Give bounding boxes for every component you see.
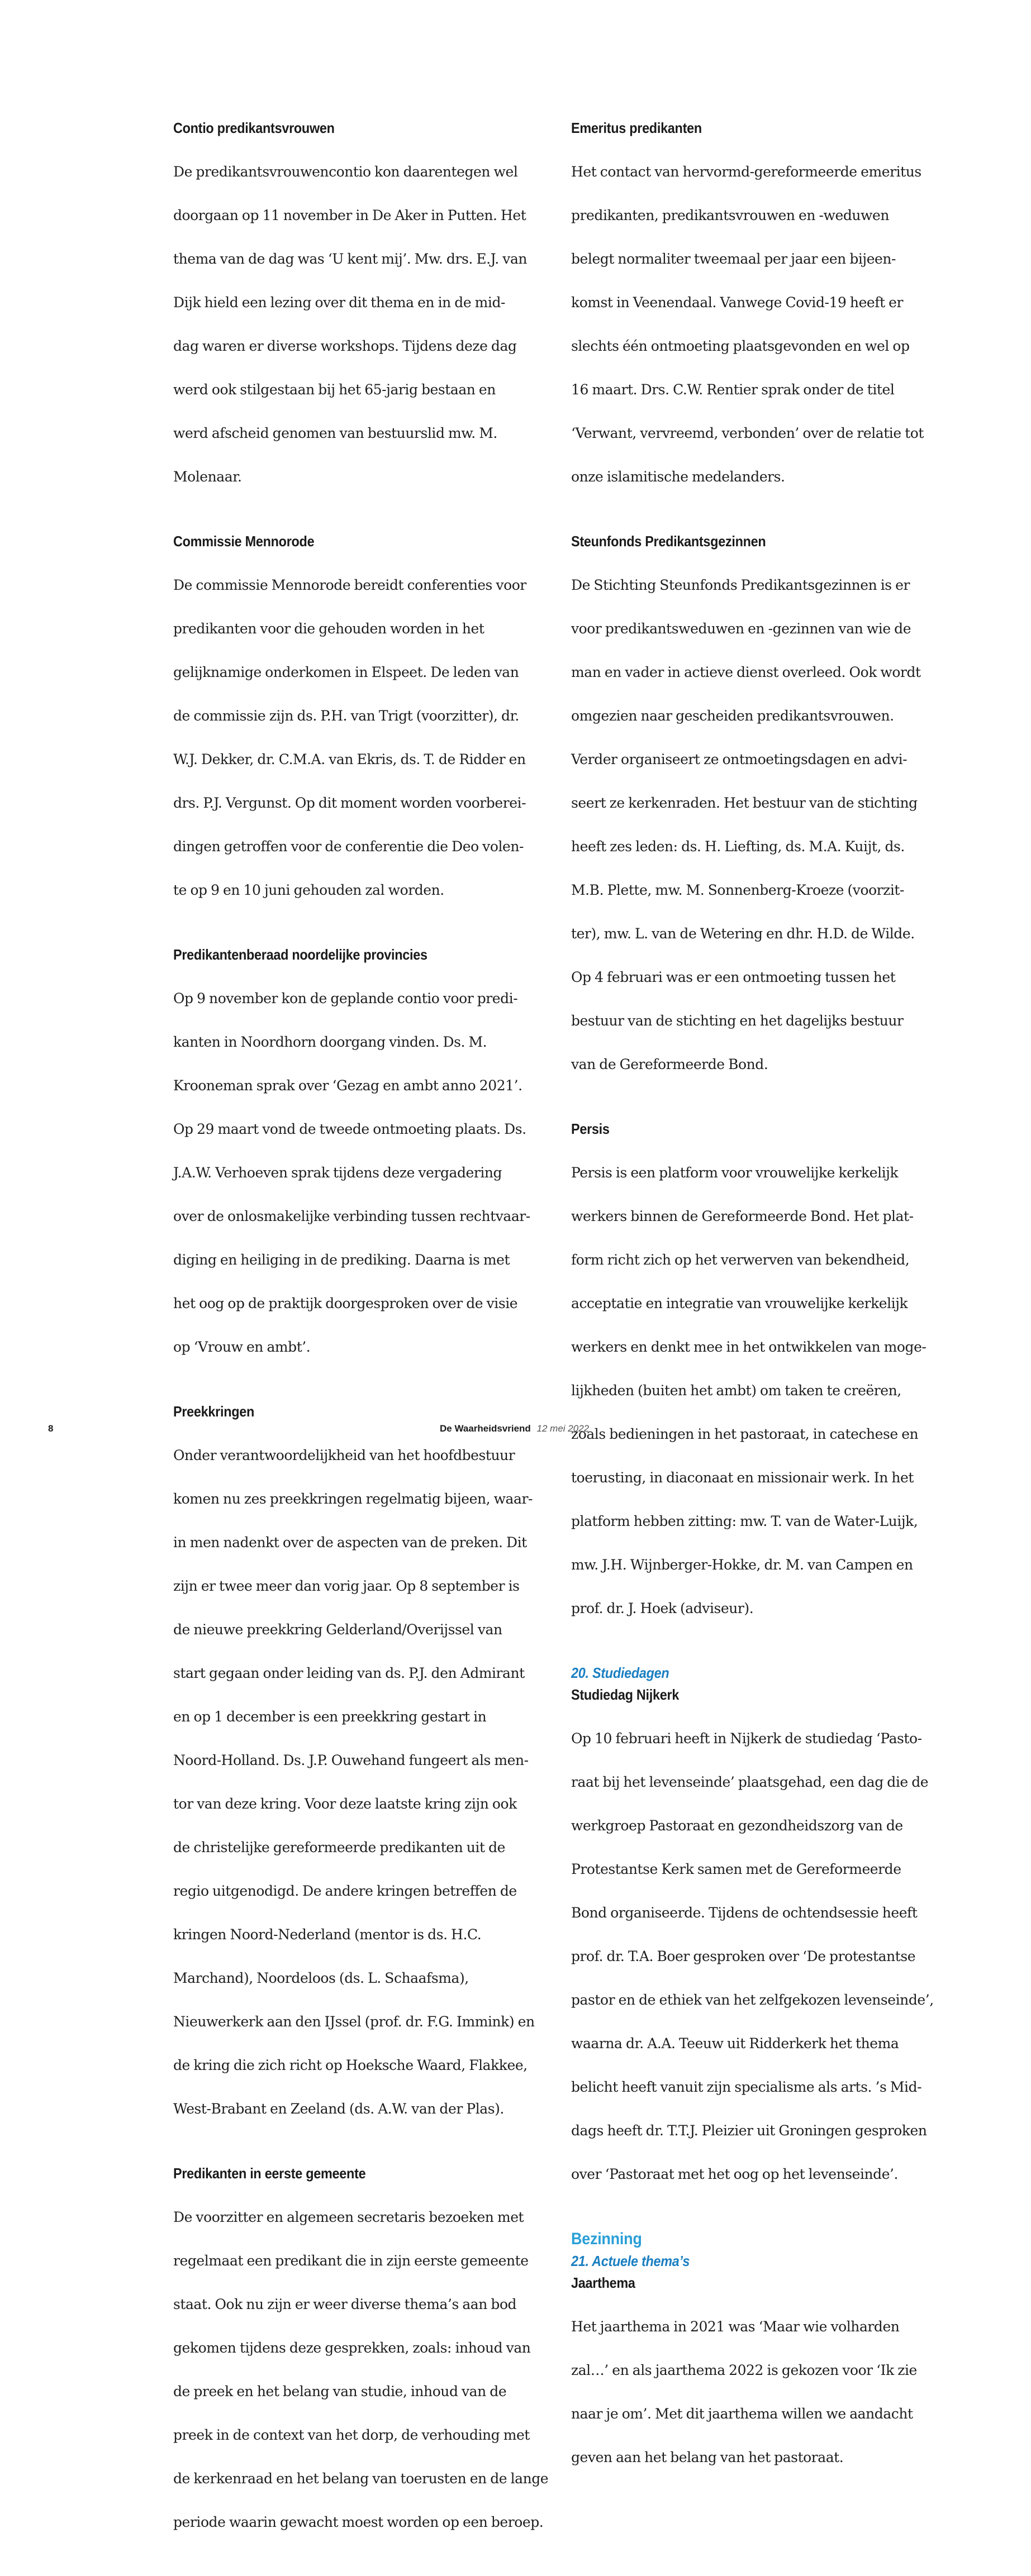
body-line: kringen Noord-Nederland (mentor is ds. H.C. xyxy=(173,1926,482,1943)
body-line: naar je om’. Met dit jaarthema willen we aandacht xyxy=(571,2406,913,2422)
body-line: Molenaar. xyxy=(173,469,242,485)
section-studiedagen xyxy=(571,1662,947,2207)
body-line: Het jaarthema in 2021 was ‘Maar wie volharden xyxy=(571,2319,900,2335)
body-line: Het contact van hervormd-gereformeerde emeritus xyxy=(571,164,921,180)
body-line: periode waarin gewacht moest worden op een beroep. xyxy=(173,2514,544,2530)
body-line: prof. dr. T.A. Boer gesproken over ‘De protestantse xyxy=(571,1948,916,1964)
body-line: in men nadenkt over de aspecten van de preken. Dit xyxy=(173,1534,527,1551)
body-line: geven aan het belang van het pastoraat. xyxy=(571,2449,844,2465)
section-body xyxy=(571,552,947,1097)
body-line: Dijk hield een lezing over dit thema en in de mid- xyxy=(173,294,506,311)
body-line: te op 9 en 10 juni gehouden zal worden. xyxy=(173,882,444,898)
right-column xyxy=(571,117,947,2511)
body-line: thema van de dag was ‘U kent mij’. Mw. drs. E.J. van xyxy=(173,251,528,267)
body-line: M.B. Plette, mw. M. Sonnenberg-Kroeze (voorzit- xyxy=(571,882,905,898)
body-line: de christelijke gereformeerde predikanten uit de xyxy=(173,1839,505,1855)
body-line: dags heeft dr. T.T.J. Pleizier uit Groningen gesproken xyxy=(571,2122,927,2139)
publication-title: De Waarheidsvriend xyxy=(440,1423,531,1434)
body-line: West-Brabant en Zeeland (ds. A.W. van der Plas). xyxy=(173,2101,504,2117)
publication-date: 12 mei 2022 xyxy=(536,1423,590,1434)
section-heading: Predikanten in eerste gemeente xyxy=(173,2165,366,2182)
body-line: Bond organiseerde. Tijdens de ochtendsessie heeft xyxy=(571,1905,918,1921)
body-line: gelijknamige onderkomen in Elspeet. De leden van xyxy=(173,664,519,680)
body-line: pastor en de ethiek van het zelfgekozen levenseinde’, xyxy=(571,1992,934,2008)
body-line: dag waren er diverse workshops. Tijdens deze dag xyxy=(173,338,517,354)
numbered-heading: 21. Actuele thema’s xyxy=(571,2253,690,2269)
body-line: de kerkenraad en het belang van toerusten en de lange xyxy=(173,2470,549,2487)
body-line: Krooneman sprak over ‘Gezag en ambt anno 2021’. xyxy=(173,1077,522,1094)
section-heading: Jaarthema xyxy=(571,2274,635,2291)
body-line: komst in Veenendaal. Vanwege Covid-19 heeft er xyxy=(571,294,904,311)
section-body xyxy=(173,139,549,509)
body-line: kanten in Noordhorn doorgang vinden. Ds. M. xyxy=(173,1034,487,1050)
section-steunfonds xyxy=(571,531,947,1097)
left-column xyxy=(173,117,549,2576)
body-line: de kring die zich richt op Hoeksche Waard, Flakkee, xyxy=(173,2057,528,2073)
body-line: onze islamitische medelanders. xyxy=(571,469,785,485)
body-line: belicht heeft vanuit zijn specialisme als arts. ’s Mid- xyxy=(571,2079,922,2095)
body-line: op ‘Vrouw en ambt’. xyxy=(173,1339,311,1355)
body-line: staat. Ook nu zijn er weer diverse thema’s aan bod xyxy=(173,2296,517,2312)
body-line: dingen getroffen voor de conferentie die Deo volen- xyxy=(173,838,524,855)
page-number: 8 xyxy=(48,1423,54,1434)
section-body xyxy=(571,2294,947,2490)
body-line: het oog op de praktijk doorgesproken over de visie xyxy=(173,1295,518,1311)
body-line: Persis is een platform voor vrouwelijke kerkelijk xyxy=(571,1165,899,1181)
section-body xyxy=(173,966,549,1380)
body-line: bestuur van de stichting en het dagelijks bestuur xyxy=(571,1013,904,1029)
body-line: predikanten, predikantsvrouwen en -weduwen xyxy=(571,207,889,223)
body-line: over ‘Pastoraat met het oog op het levenseinde’. xyxy=(571,2166,899,2182)
body-line: Noord-Holland. Ds. J.P. Ouwehand fungeert als men- xyxy=(173,1752,529,1768)
page-footer xyxy=(0,1423,1031,1440)
body-line: slechts één ontmoeting plaatsgevonden en wel op xyxy=(571,338,910,354)
body-line: drs. P.J. Vergunst. Op dit moment worden voorberei- xyxy=(173,795,526,811)
section-heading: Contio predikantsvrouwen xyxy=(173,120,335,136)
section-emeritus-predikanten xyxy=(571,117,947,509)
body-line: de preek en het belang van studie, inhoud van de xyxy=(173,2383,507,2400)
body-line: raat bij het levenseinde’ plaatsgehad, een dag die de xyxy=(571,1774,929,1790)
body-line: platform hebben zitting: mw. T. van de Water-Luijk, xyxy=(571,1513,918,1529)
body-line: werkers binnen de Gereformeerde Bond. Het plat- xyxy=(571,1208,914,1224)
body-line: mw. J.H. Wijnberger-Hokke, dr. M. van Campen en xyxy=(571,1557,913,1573)
body-line: werkers en denkt mee in het ontwikkelen van moge- xyxy=(571,1339,927,1355)
body-line: W.J. Dekker, dr. C.M.A. van Ekris, ds. T. de Ridder en xyxy=(173,751,526,767)
section-body xyxy=(571,1706,947,2207)
section-heading: Studiedag Nijkerk xyxy=(571,1686,680,1703)
body-line: start gegaan onder leiding van ds. P.J. den Admirant xyxy=(173,1665,525,1681)
body-line: zijn er twee meer dan vorig jaar. Op 8 september is xyxy=(173,1578,520,1594)
body-line: lijkheden (buiten het ambt) om taken te creëren, xyxy=(571,1382,901,1399)
body-line: gekomen tijdens deze gesprekken, zoals: inhoud van xyxy=(173,2340,531,2356)
section-heading: Commissie Mennorode xyxy=(173,533,315,550)
section-heading: Steunfonds Predikantsgezinnen xyxy=(571,533,766,550)
body-line: omgezien naar gescheiden predikantsvrouwen. xyxy=(571,708,894,724)
body-line: De voorzitter en algemeen secretaris bezoeken met xyxy=(173,2209,524,2225)
body-line: preek in de context van het dorp, de verhouding met xyxy=(173,2427,530,2443)
section-predikanten-eerste-gemeente xyxy=(173,2163,549,2555)
body-line: werd afscheid genomen van bestuurslid mw. M. xyxy=(173,425,497,441)
body-line: Onder verantwoordelijkheid van het hoofdbestuur xyxy=(173,1447,515,1463)
body-line: 16 maart. Drs. C.W. Rentier sprak onder de titel xyxy=(571,381,895,398)
body-line: komen nu zes preekkringen regelmatig bijeen, waar- xyxy=(173,1491,533,1507)
body-line: zal…’ en als jaarthema 2022 is gekozen voor ‘Ik zie xyxy=(571,2362,917,2378)
section-bezinning xyxy=(571,2228,947,2490)
numbered-heading: 20. Studiedagen xyxy=(571,1664,669,1681)
body-line: de commissie zijn ds. P.H. van Trigt (voorzitter), dr. xyxy=(173,708,519,724)
body-line: waarna dr. A.A. Teeuw uit Ridderkerk het thema xyxy=(571,2035,899,2052)
body-line: J.A.W. Verhoeven sprak tijdens deze vergadering xyxy=(173,1165,502,1181)
body-line: ‘Verwant, vervreemd, verbonden’ over de relatie tot xyxy=(571,425,924,441)
body-line: werd ook stilgestaan bij het 65-jarig bestaan en xyxy=(173,381,496,398)
body-line: belegt normaliter tweemaal per jaar een bijeen- xyxy=(571,251,896,267)
body-line: diging en heiliging in de prediking. Daarna is met xyxy=(173,1252,510,1268)
body-line: predikanten voor die gehouden worden in het xyxy=(173,621,484,637)
category-heading: Bezinning xyxy=(571,2230,642,2248)
body-line: en op 1 december is een preekkring gestart in xyxy=(173,1709,487,1725)
body-line: De predikantsvrouwencontio kon daarentegen wel xyxy=(173,164,518,180)
section-commissie-mennorode xyxy=(173,531,549,923)
section-contio-predikantsvrouwen xyxy=(173,117,549,509)
section-body xyxy=(173,2184,549,2555)
body-line: Marchand), Noordeloos (ds. L. Schaafsma), xyxy=(173,1970,469,1986)
body-line: Op 10 februari heeft in Nijkerk de studiedag ‘Pasto- xyxy=(571,1730,922,1747)
body-line: zoals bedieningen in het pastoraat, in catechese en xyxy=(571,1426,919,1442)
body-line: De Stichting Steunfonds Predikantsgezinnen is er xyxy=(571,577,910,593)
body-line: Op 4 februari was er een ontmoeting tussen het xyxy=(571,969,896,985)
body-line: prof. dr. J. Hoek (adviseur). xyxy=(571,1600,754,1616)
footer-publication xyxy=(440,1423,589,1434)
body-line: Nieuwerkerk aan den IJssel (prof. dr. F.G. Immink) en xyxy=(173,2014,535,2030)
section-preekkringen xyxy=(173,1401,549,2141)
body-line: Verder organiseert ze ontmoetingsdagen en advi- xyxy=(571,751,908,767)
body-line: seert ze kerkenraden. Het bestuur van de stichting xyxy=(571,795,918,811)
section-body xyxy=(571,139,947,509)
section-predikantenberaad xyxy=(173,944,549,1380)
section-heading: Preekkringen xyxy=(173,1403,255,1420)
body-line: over de onlosmakelijke verbinding tussen rechtvaar- xyxy=(173,1208,530,1224)
body-line: Op 9 november kon de geplande contio voor predi- xyxy=(173,990,518,1006)
body-line: regio uitgenodigd. De andere kringen betreffen de xyxy=(173,1883,517,1899)
body-line: acceptatie en integratie van vrouwelijke kerkelijk xyxy=(571,1295,908,1311)
body-line: De commissie Mennorode bereidt conferenties voor xyxy=(173,577,526,593)
body-line: voor predikantsweduwen en -gezinnen van wie de xyxy=(571,621,911,637)
body-line: toerusting, in diaconaat en missionair werk. In het xyxy=(571,1470,914,1486)
section-body xyxy=(173,552,549,923)
body-line: doorgaan op 11 november in De Aker in Putten. Het xyxy=(173,207,526,223)
section-persis xyxy=(571,1118,947,1641)
section-body xyxy=(571,1140,947,1641)
body-line: werkgroep Pastoraat en gezondheidszorg van de xyxy=(571,1817,903,1834)
body-line: de nieuwe preekkring Gelderland/Overijssel van xyxy=(173,1621,502,1638)
body-line: regelmaat een predikant die in zijn eerste gemeente xyxy=(173,2253,529,2269)
section-heading: Predikantenberaad noordelijke provincies xyxy=(173,946,427,963)
body-line: tor van deze kring. Voor deze laatste kring zijn ook xyxy=(173,1796,517,1812)
body-line: man en vader in actieve dienst overleed. Ook wordt xyxy=(571,664,921,680)
section-body xyxy=(173,1423,549,2141)
body-line: Op 29 maart vond de tweede ontmoeting plaats. Ds. xyxy=(173,1121,526,1137)
section-heading: Emeritus predikanten xyxy=(571,120,702,136)
body-line: heeft zes leden: ds. H. Liefting, ds. M.A. Kuijt, ds. xyxy=(571,838,905,855)
section-heading: Persis xyxy=(571,1120,610,1137)
body-line: Protestantse Kerk samen met de Gereformeerde xyxy=(571,1861,901,1877)
body-line: ter), mw. L. van de Wetering en dhr. H.D. de Wilde. xyxy=(571,926,915,942)
body-line: form richt zich op het verwerven van bekendheid, xyxy=(571,1252,910,1268)
body-line: van de Gereformeerde Bond. xyxy=(571,1056,768,1072)
